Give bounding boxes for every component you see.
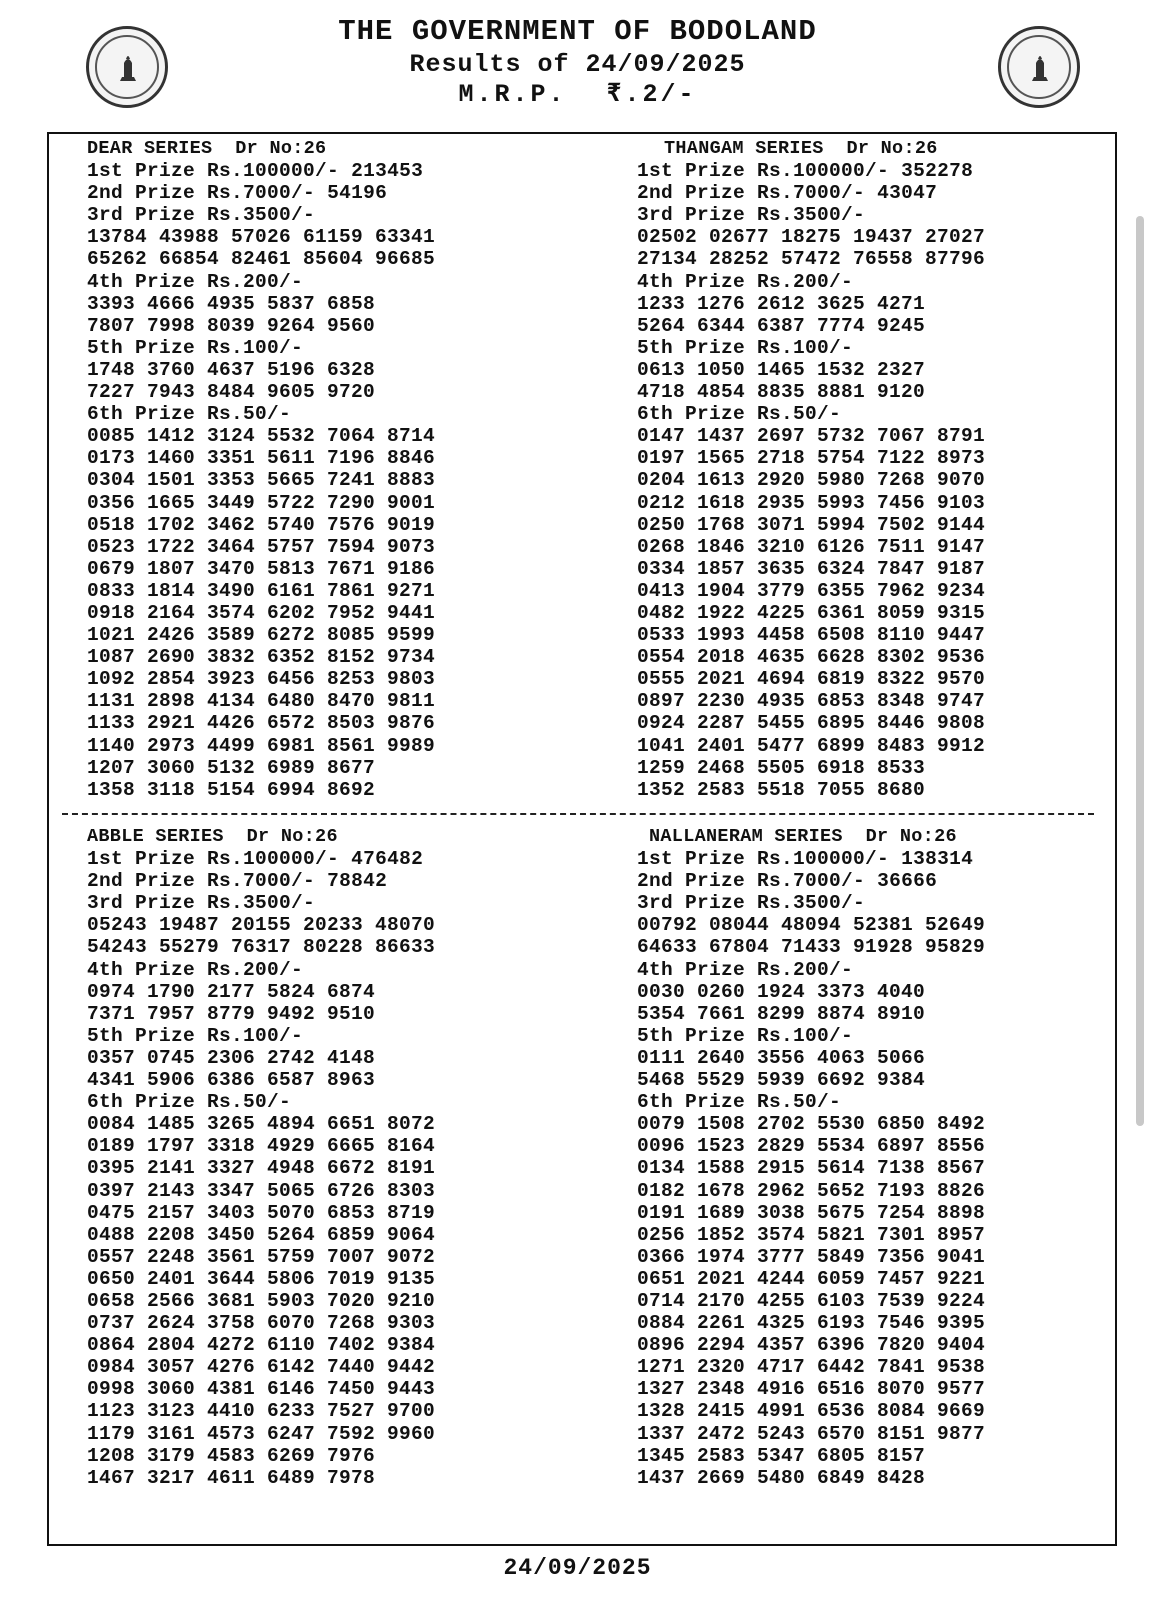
prize-6-numbers	[637, 690, 985, 712]
prize-6-numbers	[87, 690, 435, 712]
prize-6-numbers	[87, 1356, 435, 1378]
number-row: 0737 2624 3758 6070 7268 9303	[87, 1312, 436, 1335]
prize-6-numbers	[637, 580, 985, 602]
prize-6-numbers	[87, 425, 435, 447]
number-row: 0366 1974 3777 5849 7356 9041	[637, 1245, 986, 1268]
prize-2-number: 78842	[327, 870, 388, 893]
prize-6-numbers	[87, 1246, 435, 1268]
prize-2-line	[87, 182, 435, 204]
number-row: 5468 5529 5939 6692 9384	[637, 1069, 926, 1092]
prize-1-label: 1st Prize Rs.100000/-	[637, 160, 890, 183]
number-row: 0395 2141 3327 4948 6672 8191	[87, 1157, 436, 1180]
number-row: 1345 2583 5347 6805 8157	[637, 1444, 926, 1467]
number-row: 0357 0745 2306 2742 4148	[87, 1046, 376, 1069]
prize-6-numbers	[87, 1467, 435, 1489]
number-row: 05243 19487 20155 20233 48070	[87, 914, 436, 937]
number-row: 0924 2287 5455 6895 8446 9808	[637, 712, 986, 735]
number-row: 0356 1665 3449 5722 7290 9001	[87, 491, 436, 514]
number-row: 1087 2690 3832 6352 8152 9734	[87, 646, 436, 669]
prize-5-label-text: 5th Prize Rs.100/-	[637, 1024, 854, 1047]
number-row: 0085 1412 3124 5532 7064 8714	[87, 425, 436, 448]
prize-5-label	[87, 1025, 435, 1047]
prize-6-numbers	[87, 469, 435, 491]
number-row: 0084 1485 3265 4894 6651 8072	[87, 1113, 436, 1136]
prize-4-numbers	[87, 315, 435, 337]
prize-4-numbers	[637, 1003, 985, 1025]
series-name: THANGAM SERIES	[664, 138, 824, 159]
prize-5-label	[637, 1025, 985, 1047]
number-row: 0518 1702 3462 5740 7576 9019	[87, 513, 436, 536]
number-row: 0679 1807 3470 5813 7671 9186	[87, 557, 436, 580]
number-row: 1327 2348 4916 6516 8070 9577	[637, 1378, 986, 1401]
prize-6-numbers	[637, 646, 985, 668]
number-row: 1179 3161 4573 6247 7592 9960	[87, 1422, 436, 1445]
number-row: 1437 2669 5480 6849 8428	[637, 1466, 926, 1489]
prize-6-numbers	[637, 492, 985, 514]
number-row: 0096 1523 2829 5534 6897 8556	[637, 1135, 986, 1158]
series-nallaneram	[637, 826, 985, 1489]
mrp-label: M.R.P.	[458, 80, 567, 109]
prize-6-label-text: 6th Prize Rs.50/-	[87, 403, 292, 426]
number-row: 0189 1797 3318 4929 6665 8164	[87, 1135, 436, 1158]
number-row: 0191 1689 3038 5675 7254 8898	[637, 1201, 986, 1224]
prize-3-numbers	[87, 248, 435, 270]
mrp-value: ₹.2/-	[606, 80, 697, 109]
prize-6-numbers	[637, 1224, 985, 1246]
prize-6-numbers	[87, 514, 435, 536]
number-row: 0833 1814 3490 6161 7861 9271	[87, 579, 436, 602]
prize-6-label-text: 6th Prize Rs.50/-	[637, 1091, 842, 1114]
prize-2-number: 43047	[877, 182, 938, 205]
prize-6-numbers	[637, 1423, 985, 1445]
number-row: 0974 1790 2177 5824 6874	[87, 980, 376, 1003]
prize-6-numbers	[637, 1334, 985, 1356]
prize-6-numbers	[87, 1224, 435, 1246]
number-row: 0918 2164 3574 6202 7952 9441	[87, 601, 436, 624]
prize-6-numbers	[87, 602, 435, 624]
footer-date: 24/09/2025	[503, 1555, 652, 1581]
prize-6-numbers	[87, 779, 435, 801]
number-row: 0533 1993 4458 6508 8110 9447	[637, 624, 986, 647]
number-row: 1208 3179 4583 6269 7976	[87, 1444, 376, 1467]
prize-6-label	[637, 403, 985, 425]
prize-6-numbers	[87, 536, 435, 558]
prize-2-number: 36666	[877, 870, 938, 893]
prize-6-label-text: 6th Prize Rs.50/-	[87, 1091, 292, 1114]
prize-6-numbers	[87, 712, 435, 734]
number-row: 0397 2143 3347 5065 6726 8303	[87, 1179, 436, 1202]
number-row: 1271 2320 4717 6442 7841 9538	[637, 1356, 986, 1379]
prize-6-numbers	[637, 602, 985, 624]
prize-6-numbers	[87, 1423, 435, 1445]
prize-3-label-text: 3rd Prize Rs.3500/-	[87, 892, 316, 915]
number-row: 0475 2157 3403 5070 6853 8719	[87, 1201, 436, 1224]
prize-6-numbers	[637, 536, 985, 558]
prize-6-numbers	[87, 1290, 435, 1312]
number-row: 0413 1904 3779 6355 7962 9234	[637, 579, 986, 602]
prize-6-label	[87, 403, 435, 425]
number-row: 0613 1050 1465 1532 2327	[637, 358, 926, 381]
number-row: 0182 1678 2962 5652 7193 8826	[637, 1179, 986, 1202]
prize-6-numbers	[87, 668, 435, 690]
prize-6-numbers	[87, 492, 435, 514]
prize-6-numbers	[637, 1312, 985, 1334]
number-row: 65262 66854 82461 85604 96685	[87, 248, 436, 271]
prize-4-numbers	[87, 1003, 435, 1025]
number-row: 1140 2973 4499 6981 8561 9989	[87, 734, 436, 757]
prize-5-numbers	[637, 381, 985, 403]
government-seal-icon	[998, 26, 1080, 108]
prize-6-numbers	[637, 735, 985, 757]
prize-4-numbers	[87, 293, 435, 315]
prize-6-numbers	[87, 558, 435, 580]
number-row: 27134 28252 57472 76558 87796	[637, 248, 986, 271]
prize-5-label-text: 5th Prize Rs.100/-	[637, 336, 854, 359]
series-abble	[87, 826, 435, 1489]
prize-6-label-text: 6th Prize Rs.50/-	[637, 403, 842, 426]
series-header	[87, 138, 435, 160]
prize-1-line	[637, 160, 985, 182]
prize-4-label	[87, 271, 435, 293]
number-row: 0256 1852 3574 5821 7301 8957	[637, 1223, 986, 1246]
page-header	[0, 14, 1155, 110]
draw-number: Dr No:26	[846, 138, 938, 159]
number-row: 0555 2021 4694 6819 8322 9570	[637, 668, 986, 691]
number-row: 00792 08044 48094 52381 52649	[637, 914, 986, 937]
prize-3-numbers	[87, 936, 435, 958]
prize-1-line	[87, 160, 435, 182]
series-name: ABBLE SERIES	[87, 826, 224, 847]
prize-2-line	[637, 870, 985, 892]
prize-6-label	[87, 1091, 435, 1113]
prize-6-numbers	[87, 1400, 435, 1422]
prize-5-label	[637, 337, 985, 359]
prize-2-label: 2nd Prize Rs.7000/-	[87, 182, 316, 205]
prize-5-label	[87, 337, 435, 359]
prize-4-numbers	[637, 315, 985, 337]
scrollbar[interactable]	[1136, 216, 1144, 1126]
draw-number: Dr No:26	[246, 826, 338, 847]
prize-6-numbers	[637, 1467, 985, 1489]
prize-6-numbers	[87, 1157, 435, 1179]
prize-6-numbers	[637, 1180, 985, 1202]
prize-6-numbers	[637, 514, 985, 536]
prize-3-label-text: 3rd Prize Rs.3500/-	[637, 204, 866, 227]
number-row: 1092 2854 3923 6456 8253 9803	[87, 668, 436, 691]
prize-1-number: 352278	[901, 160, 974, 183]
number-row: 0482 1922 4225 6361 8059 9315	[637, 601, 986, 624]
prize-3-label	[87, 892, 435, 914]
prize-6-numbers	[87, 1445, 435, 1467]
prize-3-label	[637, 204, 985, 226]
number-row: 0268 1846 3210 6126 7511 9147	[637, 535, 986, 558]
number-row: 0204 1613 2920 5980 7268 9070	[637, 469, 986, 492]
number-row: 02502 02677 18275 19437 27027	[637, 226, 986, 249]
prize-6-numbers	[637, 624, 985, 646]
prize-4-label	[637, 271, 985, 293]
number-row: 0984 3057 4276 6142 7440 9442	[87, 1356, 436, 1379]
prize-5-numbers	[637, 1069, 985, 1091]
prize-5-numbers	[87, 1069, 435, 1091]
prize-3-label	[87, 204, 435, 226]
prize-6-numbers	[87, 580, 435, 602]
number-row: 7807 7998 8039 9264 9560	[87, 314, 376, 337]
number-row: 5354 7661 8299 8874 8910	[637, 1002, 926, 1025]
prize-6-numbers	[637, 1400, 985, 1422]
prize-1-label: 1st Prize Rs.100000/-	[87, 160, 340, 183]
prize-4-label	[637, 959, 985, 981]
number-row: 7227 7943 8484 9605 9720	[87, 381, 376, 404]
number-row: 0134 1588 2915 5614 7138 8567	[637, 1157, 986, 1180]
prize-2-line	[637, 182, 985, 204]
series-header	[637, 826, 985, 848]
number-row: 0197 1565 2718 5754 7122 8973	[637, 447, 986, 470]
number-row: 0488 2208 3450 5264 6859 9064	[87, 1223, 436, 1246]
number-row: 0030 0260 1924 3373 4040	[637, 980, 926, 1003]
prize-1-number: 476482	[351, 848, 424, 871]
prize-3-numbers	[87, 226, 435, 248]
number-row: 1748 3760 4637 5196 6328	[87, 358, 376, 381]
number-row: 0111 2640 3556 4063 5066	[637, 1046, 926, 1069]
number-row: 0212 1618 2935 5993 7456 9103	[637, 491, 986, 514]
number-row: 0304 1501 3353 5665 7241 8883	[87, 469, 436, 492]
prize-5-numbers	[87, 381, 435, 403]
prize-6-numbers	[637, 1356, 985, 1378]
prize-3-label-text: 3rd Prize Rs.3500/-	[87, 204, 316, 227]
prize-6-numbers	[87, 757, 435, 779]
prize-6-numbers	[637, 1445, 985, 1467]
prize-6-numbers	[637, 779, 985, 801]
number-row: 1259 2468 5505 6918 8533	[637, 756, 926, 779]
series-dear	[87, 138, 435, 801]
prize-6-numbers	[637, 757, 985, 779]
number-row: 0557 2248 3561 5759 7007 9072	[87, 1245, 436, 1268]
series-name: DEAR SERIES	[87, 138, 213, 159]
number-row: 1041 2401 5477 6899 8483 9912	[637, 734, 986, 757]
prize-3-numbers	[87, 914, 435, 936]
number-row: 54243 55279 76317 80228 86633	[87, 936, 436, 959]
number-row: 1467 3217 4611 6489 7978	[87, 1466, 376, 1489]
number-row: 0651 2021 4244 6059 7457 9221	[637, 1267, 986, 1290]
prize-6-numbers	[637, 1378, 985, 1400]
draw-number: Dr No:26	[235, 138, 327, 159]
number-row: 1233 1276 2612 3625 4271	[637, 292, 926, 315]
number-row: 0650 2401 3644 5806 7019 9135	[87, 1267, 436, 1290]
government-seal-icon	[86, 26, 168, 108]
prize-5-numbers	[637, 359, 985, 381]
prize-6-numbers	[637, 425, 985, 447]
prize-2-number: 54196	[327, 182, 388, 205]
prize-6-numbers	[87, 646, 435, 668]
prize-6-numbers	[87, 1334, 435, 1356]
number-row: 1131 2898 4134 6480 8470 9811	[87, 690, 436, 713]
number-row: 0884 2261 4325 6193 7546 9395	[637, 1312, 986, 1335]
prize-5-label-text: 5th Prize Rs.100/-	[87, 336, 304, 359]
number-row: 0250 1768 3071 5994 7502 9144	[637, 513, 986, 536]
number-row: 7371 7957 8779 9492 9510	[87, 1002, 376, 1025]
number-row: 0554 2018 4635 6628 8302 9536	[637, 646, 986, 669]
prize-4-label	[87, 959, 435, 981]
prize-6-numbers	[87, 1135, 435, 1157]
prize-3-numbers	[637, 936, 985, 958]
number-row: 4718 4854 8835 8881 9120	[637, 381, 926, 404]
prize-6-numbers	[87, 1312, 435, 1334]
prize-6-numbers	[637, 558, 985, 580]
prize-4-numbers	[637, 293, 985, 315]
number-row: 13784 43988 57026 61159 63341	[87, 226, 436, 249]
prize-4-numbers	[87, 981, 435, 1003]
number-row: 1133 2921 4426 6572 8503 9876	[87, 712, 436, 735]
prize-6-numbers	[637, 1113, 985, 1135]
number-row: 0173 1460 3351 5611 7196 8846	[87, 447, 436, 470]
prize-6-numbers	[87, 735, 435, 757]
section-divider	[62, 813, 1094, 815]
number-row: 1337 2472 5243 6570 8151 9877	[637, 1422, 986, 1445]
prize-1-label: 1st Prize Rs.100000/-	[637, 848, 890, 871]
number-row: 0998 3060 4381 6146 7450 9443	[87, 1378, 436, 1401]
number-row: 0523 1722 3464 5757 7594 9073	[87, 535, 436, 558]
prize-5-label-text: 5th Prize Rs.100/-	[87, 1024, 304, 1047]
mrp-line	[0, 80, 1155, 110]
prize-1-line	[637, 848, 985, 870]
page-title: THE GOVERNMENT OF BODOLAND	[338, 15, 817, 48]
prize-5-numbers	[87, 1047, 435, 1069]
number-row: 1328 2415 4991 6536 8084 9669	[637, 1400, 986, 1423]
prize-6-numbers	[637, 668, 985, 690]
prize-1-line	[87, 848, 435, 870]
results-date: Results of 24/09/2025	[409, 50, 746, 79]
prize-2-label: 2nd Prize Rs.7000/-	[637, 870, 866, 893]
prize-2-line	[87, 870, 435, 892]
prize-6-numbers	[637, 1268, 985, 1290]
number-row: 0334 1857 3635 6324 7847 9187	[637, 557, 986, 580]
prize-6-numbers	[87, 624, 435, 646]
number-row: 0079 1508 2702 5530 6850 8492	[637, 1113, 986, 1136]
number-row: 1207 3060 5132 6989 8677	[87, 756, 376, 779]
prize-6-numbers	[87, 1378, 435, 1400]
number-row: 0714 2170 4255 6103 7539 9224	[637, 1289, 986, 1312]
prize-1-label: 1st Prize Rs.100000/-	[87, 848, 340, 871]
series-header	[637, 138, 985, 160]
prize-1-number: 213453	[351, 160, 424, 183]
prize-6-numbers	[87, 447, 435, 469]
prize-5-numbers	[637, 1047, 985, 1069]
prize-4-label-text: 4th Prize Rs.200/-	[637, 270, 854, 293]
prize-2-label: 2nd Prize Rs.7000/-	[87, 870, 316, 893]
number-row: 4341 5906 6386 6587 8963	[87, 1069, 376, 1092]
prize-6-numbers	[87, 1180, 435, 1202]
prize-6-numbers	[87, 1202, 435, 1224]
prize-3-numbers	[637, 914, 985, 936]
number-row: 1352 2583 5518 7055 8680	[637, 778, 926, 801]
number-row: 0658 2566 3681 5903 7020 9210	[87, 1289, 436, 1312]
prize-1-number: 138314	[901, 848, 974, 871]
prize-4-label-text: 4th Prize Rs.200/-	[87, 958, 304, 981]
number-row: 0864 2804 4272 6110 7402 9384	[87, 1334, 436, 1357]
prize-6-numbers	[637, 1246, 985, 1268]
number-row: 0147 1437 2697 5732 7067 8791	[637, 425, 986, 448]
prize-4-numbers	[637, 981, 985, 1003]
prize-2-label: 2nd Prize Rs.7000/-	[637, 182, 866, 205]
prize-3-numbers	[637, 226, 985, 248]
series-header	[87, 826, 435, 848]
draw-number: Dr No:26	[865, 826, 957, 847]
prize-6-label	[637, 1091, 985, 1113]
prize-6-numbers	[637, 712, 985, 734]
prize-3-label	[637, 892, 985, 914]
number-row: 1358 3118 5154 6994 8692	[87, 778, 376, 801]
prize-6-numbers	[637, 1202, 985, 1224]
prize-6-numbers	[637, 447, 985, 469]
prize-6-numbers	[637, 469, 985, 491]
number-row: 0897 2230 4935 6853 8348 9747	[637, 690, 986, 713]
number-row: 0896 2294 4357 6396 7820 9404	[637, 1334, 986, 1357]
number-row: 1123 3123 4410 6233 7527 9700	[87, 1400, 436, 1423]
prize-3-numbers	[637, 248, 985, 270]
number-row: 5264 6344 6387 7774 9245	[637, 314, 926, 337]
prize-6-numbers	[637, 1157, 985, 1179]
prize-6-numbers	[87, 1268, 435, 1290]
number-row: 64633 67804 71433 91928 95829	[637, 936, 986, 959]
prize-6-numbers	[637, 1290, 985, 1312]
prize-4-label-text: 4th Prize Rs.200/-	[87, 270, 304, 293]
prize-6-numbers	[87, 1113, 435, 1135]
series-name: NALLANERAM SERIES	[649, 826, 843, 847]
prize-6-numbers	[637, 1135, 985, 1157]
prize-3-label-text: 3rd Prize Rs.3500/-	[637, 892, 866, 915]
prize-4-label-text: 4th Prize Rs.200/-	[637, 958, 854, 981]
prize-5-numbers	[87, 359, 435, 381]
number-row: 1021 2426 3589 6272 8085 9599	[87, 624, 436, 647]
series-thangam	[637, 138, 985, 801]
number-row: 3393 4666 4935 5837 6858	[87, 292, 376, 315]
